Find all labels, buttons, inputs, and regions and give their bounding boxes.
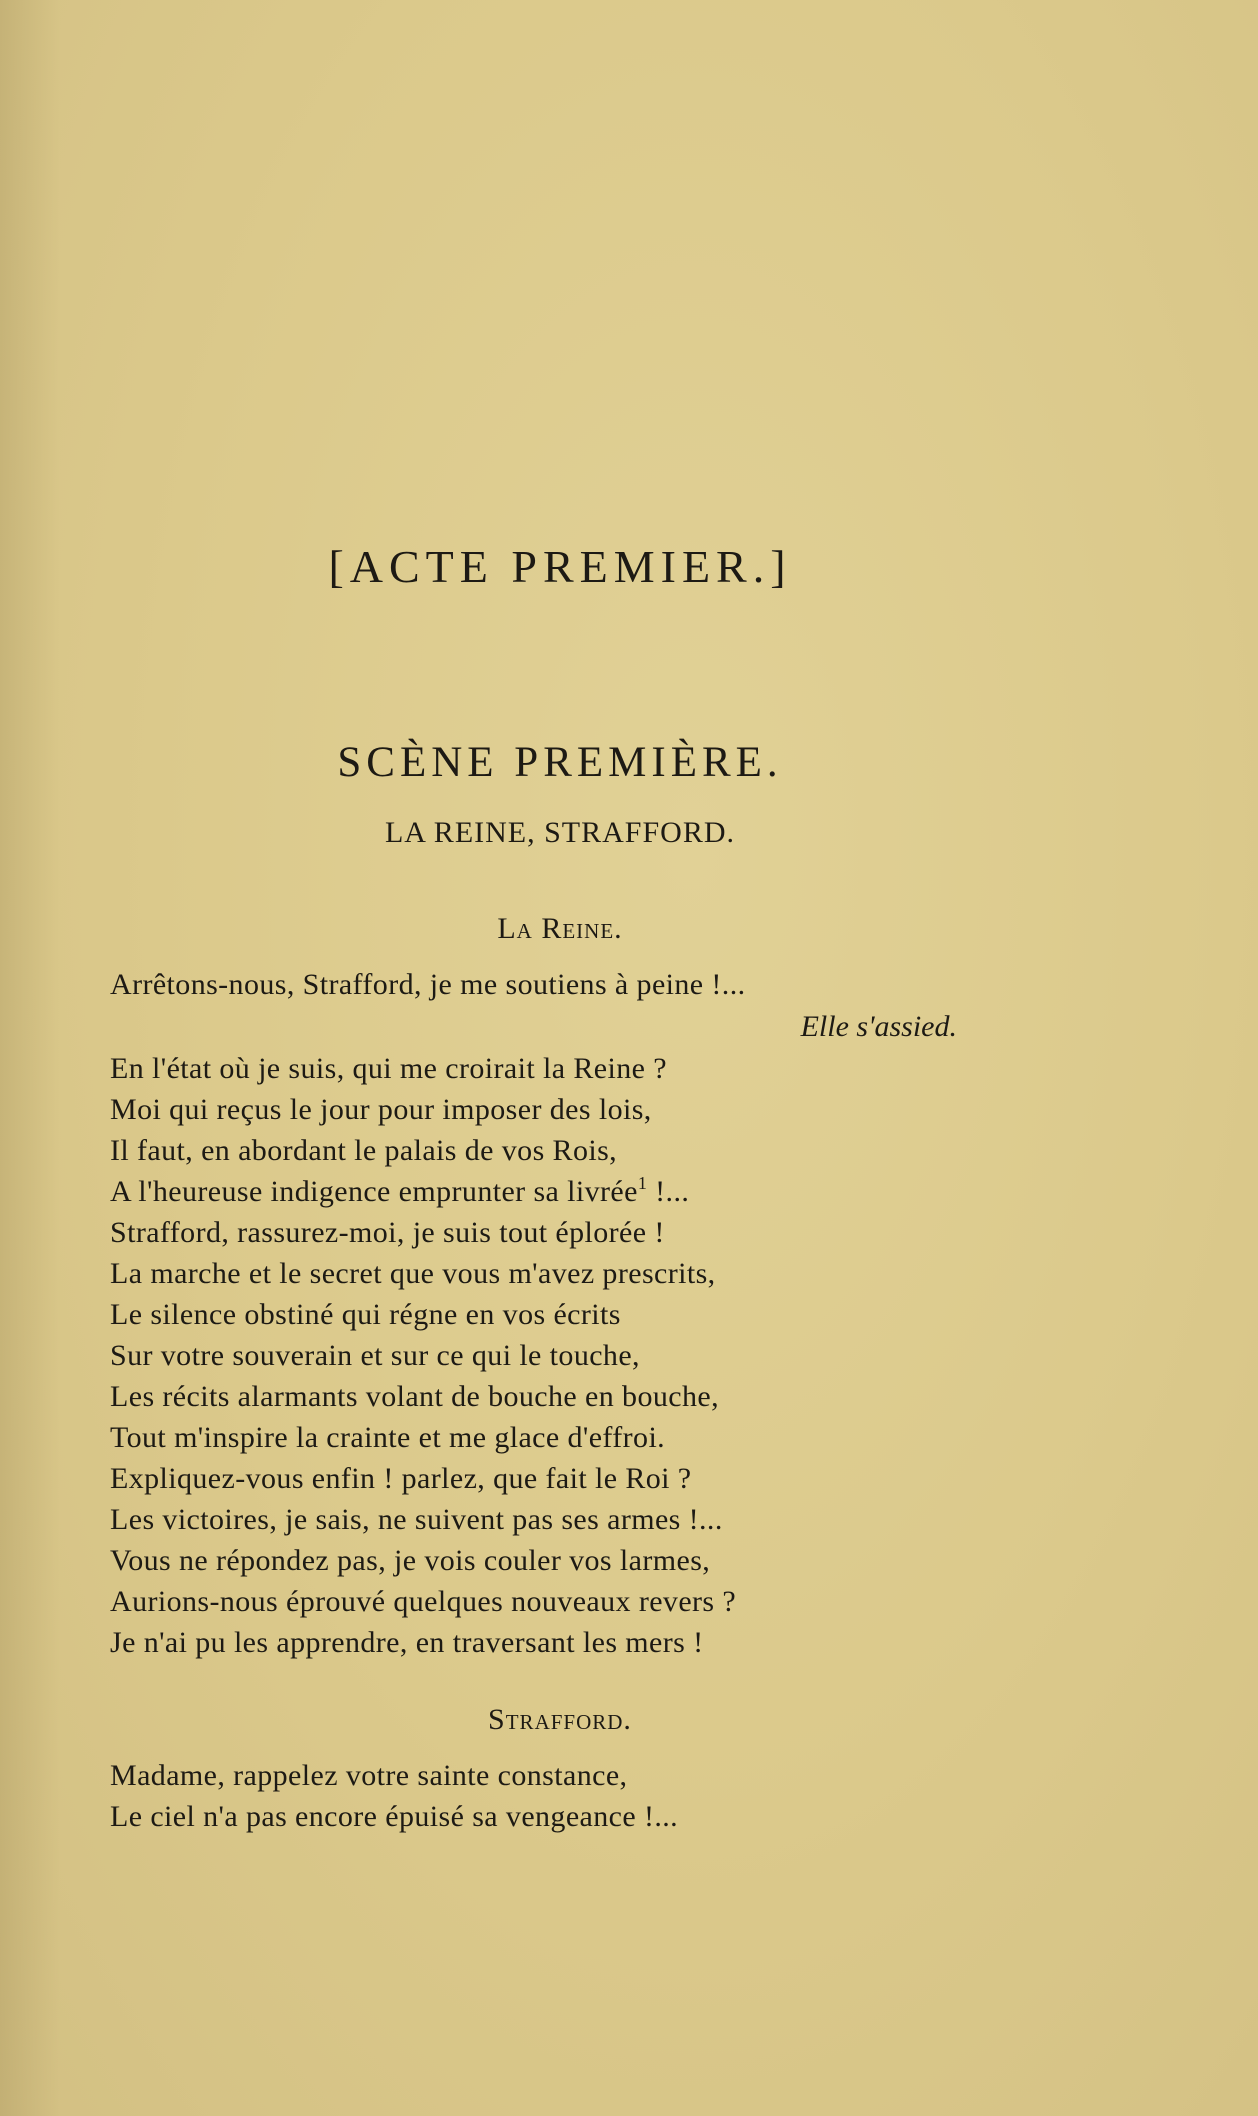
stage-direction: Elle s'assied. [800,1010,957,1043]
verse-line: Moi qui reçus le jour pour imposer des lois, [110,1093,652,1126]
verse-line: Aurions-nous éprouvé quelques nouveaux revers ? [110,1585,737,1618]
verse-line: Expliquez-vous enfin ! parlez, que fait le Roi ? [110,1462,692,1495]
verse-line: La marche et le secret que vous m'avez prescrits, [110,1257,716,1290]
verse-line: Tout m'inspire la crainte et me glace d'effroi. [110,1421,666,1454]
verse-line: Arrêtons-nous, Strafford, je me soutiens à peine !... [110,968,746,1001]
verse-line-text: A l'heureuse indigence emprunter sa livrée [110,1175,638,1208]
footnote-mark: 1 [637,1173,648,1193]
verse-line: Il faut, en abordant le palais de vos Rois, [110,1134,618,1167]
verse-line: Madame, rappelez votre sainte constance, [110,1759,628,1792]
scene-characters: LA REINE, STRAFFORD. [384,816,736,849]
verse-line: Sur votre souverain et sur ce qui le touche, [110,1339,640,1372]
speech-strafford [110,1755,960,1837]
verse-line: Les récits alarmants volant de bouche en bouche, [110,1380,719,1413]
verse-line-with-footnote [110,1171,960,1212]
verse-line: En l'état où je suis, qui me croirait la Reine ? [110,1052,667,1085]
speaker-la-reine: La Reine. [497,912,623,945]
scene-title: SCÈNE PREMIÈRE. [337,739,783,786]
speech-la-reine [110,964,960,1663]
verse-line: Les victoires, je sais, ne suivent pas ses armes !... [110,1503,723,1536]
speaker-strafford: Strafford. [488,1703,632,1736]
verse-line: Vous ne répondez pas, je vois couler vos larmes, [110,1544,711,1577]
verse-line-suffix: !... [647,1175,690,1208]
verse-line: Le silence obstiné qui régne en vos écrits [110,1298,621,1331]
act-title: [ACTE PREMIER.] [328,541,792,592]
verse-line: Je n'ai pu les apprendre, en traversant les mers ! [110,1626,704,1659]
verse-line: Strafford, rassurez-moi, je suis tout éplorée ! [110,1216,665,1249]
verse-line: Le ciel n'a pas encore épuisé sa vengeance !... [110,1800,679,1833]
